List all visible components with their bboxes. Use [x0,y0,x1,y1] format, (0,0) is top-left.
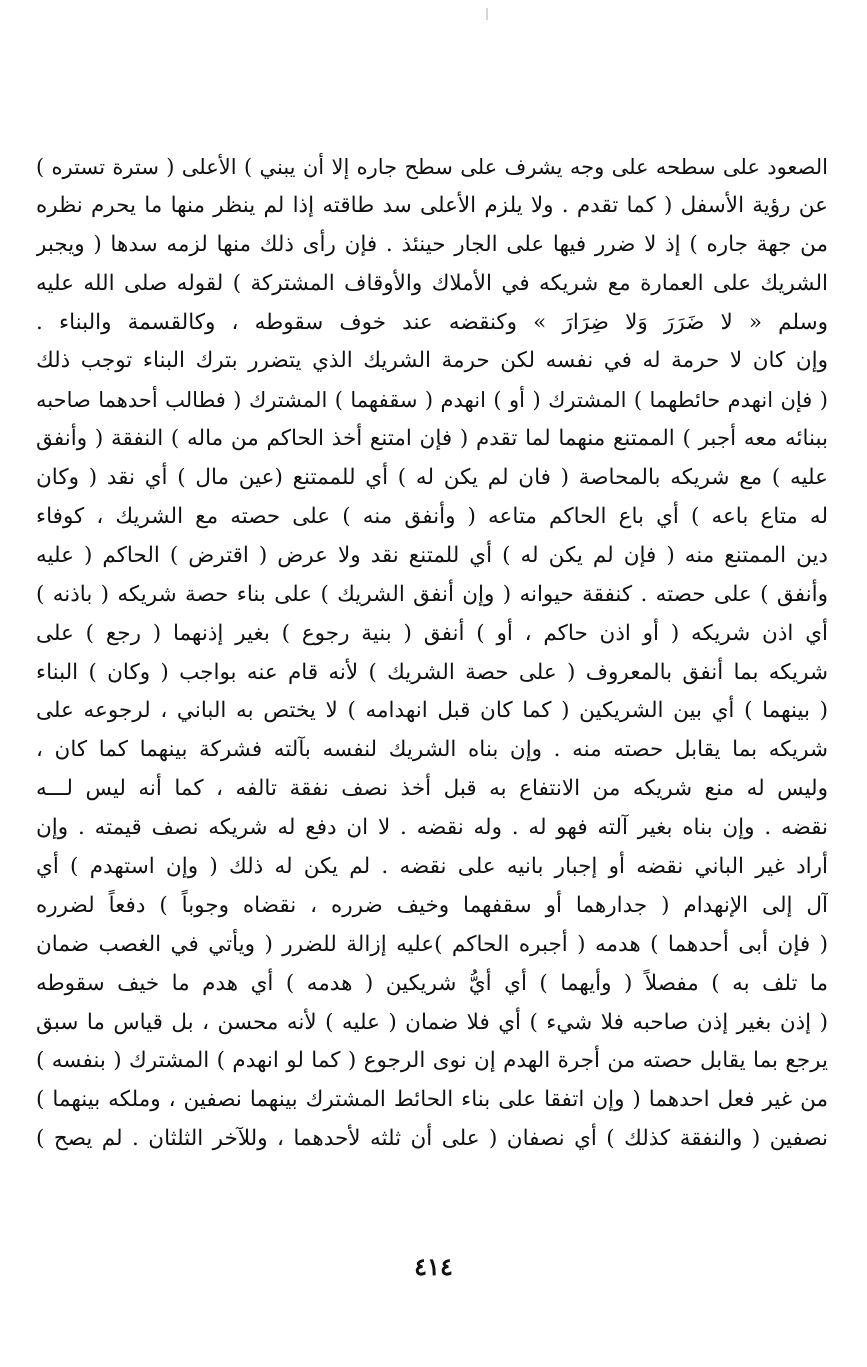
text-line: آل إلى الإنهدام ( جدارهما أو سقفهما وخيف ضرره ، نقضاه وجوباً ) دفعاً لضرره [36,892,828,918]
text-line: دين الممتنع منه ( فإن لم يكن له ) أي للمتنع نقد ولا عرض ( اقترض ) الحاكم ( عليه [36,542,828,568]
text-line: وإن كان لا حرمة له في نفسه لكن حرمة الشريك الذي يتضرر بترك البناء توجب ذلك [36,348,828,374]
text-line: أي اذن شريكه ( أو اذن حاكم ، أو ) أنفق ( بنية رجوع ) بغير إذنهما ( رجع ) على [36,620,828,646]
text-line: له متاع باعه ) أي باع الحاكم متاعه ( وأنفق منه ) على حصته مع الشريك ، كوفاء [36,504,828,530]
text-line: ما تلف به ) مفصلاً ( وأيهما ) أي أيُّ شريكين ( هدمه ) أي هدم ما خيف سقوطه [36,970,828,996]
text-line: الشريك على العمارة مع شريكه في الأملاك والأوقاف المشتركة ) لقوله صلى الله عليه [36,270,828,296]
body-text [36,148,828,1159]
page-number: ٤١٤ [414,1252,453,1281]
text-line: وليس له منع شريكه من الانتفاع به قبل أخذ نصف نفقة تالفه ، كما أنه ليس لـــه [36,776,828,802]
text-line: ببنائه معه أجبر ) الممتنع منهما لما تقدم ( فإن امتنع أخذ الحاكم من ماله ) النفقة ( وأنفق [36,426,828,452]
text-line: وأنفق ) على حصته . كنفقة حيوانه ( وإن أنفق الشريك ) على بناء حصة شريكه ( باذنه ) [36,581,828,607]
text-line: ( فإن انهدم حائطهما ) المشترك ( أو ) انهدم ( سقفهما ) المشترك ( فطالب أحدهما صاحبه [36,388,828,413]
text-line: الصعود على سطحه على وجه يشرف على سطح جاره إلا أن يبني ) الأعلى ( سترة تستره ) [36,155,828,179]
text-line: من جهة جاره ) إذ لا ضرر فيها على الجار حينئذ . فإن رأى ذلك منها لزمه سدها ( ويجبر [36,231,828,257]
text-line: نصفين ( والنفقة كذلك ) أي نصفان ( على أن ثلثه لأحدهما ، وللآخر الثلثان . لم يصح ) [36,1126,828,1152]
text-line: ( فإن أبى أحدهما ) هدمه ( أجبره الحاكم )عليه إزالة للضرر ( ويأتي في الغصب ضمان [36,931,828,957]
text-line: عليه ) مع شريكه بالمحاصة ( فان لم يكن له ) أي للممتنع (عين مال ) أي نقد ( وكان [36,465,828,491]
text-line: شريكه بما يقابل حصته منه . وإن بناه الشريك لنفسه بآلته فشركة بينهما كما كان ، [36,737,828,763]
text-line: شريكه بما أنفق بالمعروف ( على حصة الشريك ) لأنه قام عنه بواجب ( وكان ) البناء [36,659,828,685]
text-line: من غير فعل احدهما ( وإن اتفقا على بناء الحائط المشترك بينهما نصفين ، وملكه بينهما ) [36,1087,828,1113]
text-line: نقضه . وإن بناه بغير آلته فهو له . وله نقضه . لا ان دفع له شريكه نصف قيمته . وإن [36,815,828,841]
text-line: وسلم « لا ضَرَرَ وَلا ضِرَارَ » وكنقضه عند خوف سقوطه ، وكالقسمة والبناء . [36,309,828,335]
text-line: ( بينهما ) أي بين الشريكين ( كما كان قبل انهدامه ) لا يختص به الباني ، لرجوعه على [36,698,828,724]
scan-artifact-mark [486,8,488,20]
text-line: ( إذن بغير إذن صاحبه فلا شيء ) أي فلا ضمان ( عليه ) لأنه محسن ، بل قياس ما سبق [36,1009,828,1035]
text-line: أراد غير الباني نقضه أو إجبار بانيه على نقضه . لم يكن له ذلك ( وإن استهدم ) أي [36,854,828,880]
text-line: عن رؤية الأسفل ( كما تقدم . ولا يلزم الأعلى سد طاقته إذا لم ينظر منها ما يحرم نظره [36,192,828,218]
text-line: يرجع بما يقابل حصته من أجرة الهدم إن نوى الرجوع ( كما لو انهدم ) المشترك ( بنفسه ) [36,1048,828,1074]
